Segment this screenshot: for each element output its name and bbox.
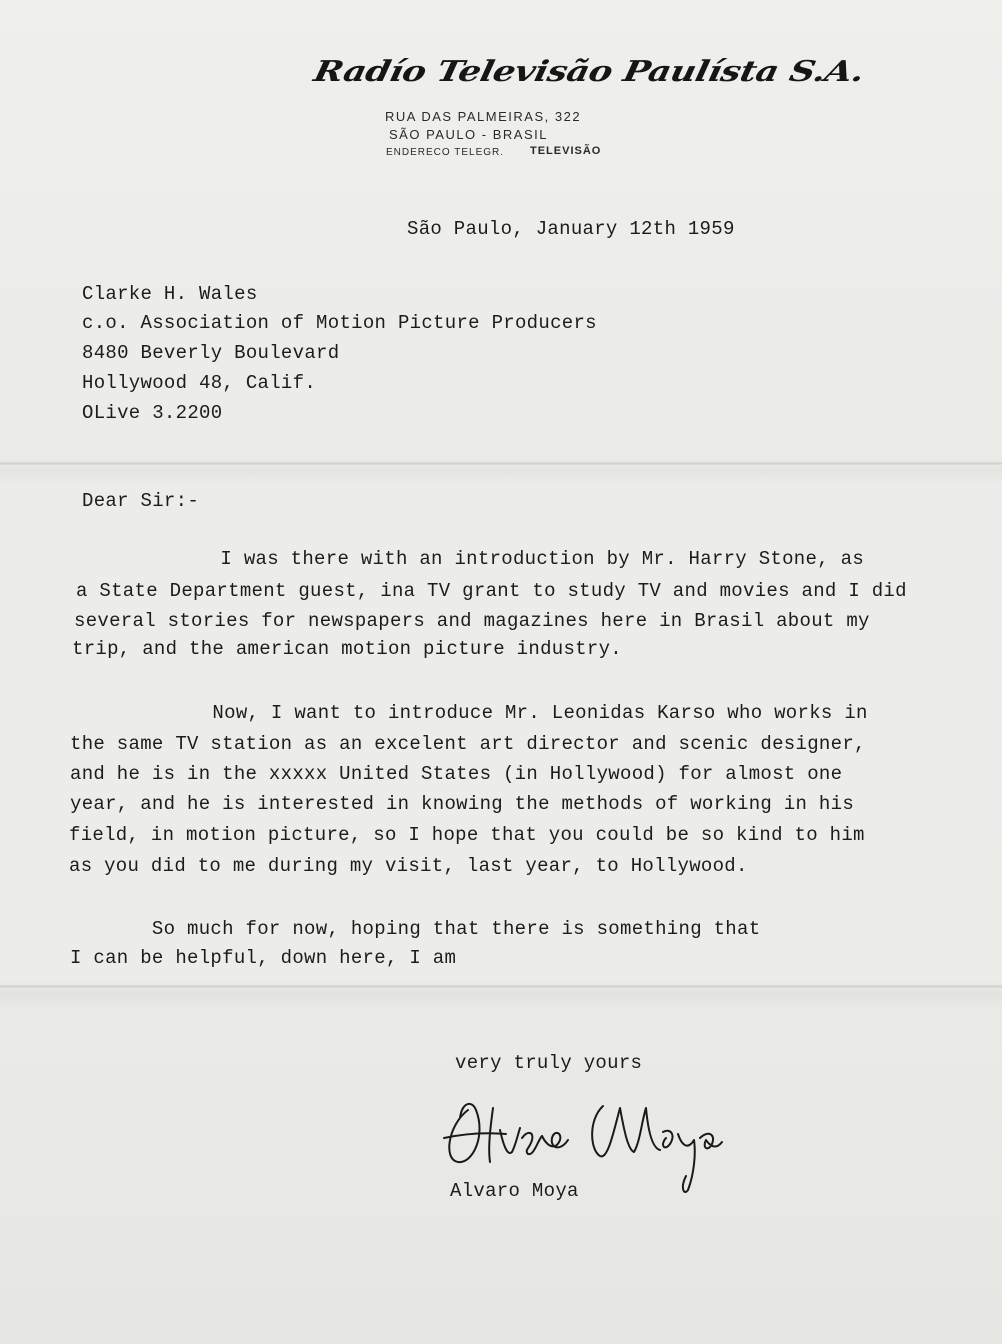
recipient-line: Clarke H. Wales [82, 283, 258, 305]
body-line: year, and he is interested in knowing the methods of working in his [70, 793, 855, 815]
body-line: several stories for newspapers and magazines here in Brasil about my [74, 610, 870, 632]
recipient-line: c.o. Association of Motion Picture Producers [82, 312, 597, 334]
company-city: SÃO PAULO - BRASIL [389, 127, 548, 142]
recipient-line: Hollywood 48, Calif. [82, 372, 317, 394]
body-line: a State Department guest, ina TV grant to study TV and movies and I did [76, 580, 907, 602]
signer-name: Alvaro Moya [450, 1180, 579, 1202]
paper-fold-upper [0, 462, 1002, 465]
paper-fold-lower [0, 985, 1002, 988]
body-line: Now, I want to introduce Mr. Leonidas Karso who works in [72, 702, 868, 724]
closing: very truly yours [455, 1052, 643, 1074]
telegraph-label: ENDERECO TELEGR. [386, 147, 505, 158]
recipient-line: 8480 Beverly Boulevard [82, 342, 340, 364]
salutation: Dear Sir:- [82, 490, 200, 512]
body-line: field, in motion picture, so I hope that you could be so kind to him [69, 824, 865, 846]
body-line: I was there with an introduction by Mr. Harry Stone, as [80, 548, 865, 570]
recipient-line: OLive 3.2200 [82, 402, 223, 424]
date-line: São Paulo, January 12th 1959 [407, 218, 735, 240]
body-line: So much for now, hoping that there is something that [70, 918, 761, 940]
telegraph-address: TELEVISÃO [530, 145, 602, 157]
company-street: RUA DAS PALMEIRAS, 322 [385, 109, 582, 124]
body-line: trip, and the american motion picture industry. [72, 638, 622, 660]
body-line: the same TV station as an excelent art director and scenic designer, [70, 733, 866, 755]
body-line: and he is in the xxxxx United States (in Hollywood) for almost one [70, 763, 843, 785]
body-line: I can be helpful, down here, I am [70, 947, 457, 969]
company-name: Radío Televisão Paulísta S.A. [310, 55, 868, 89]
body-line: as you did to me during my visit, last year, to Hollywood. [69, 855, 748, 877]
